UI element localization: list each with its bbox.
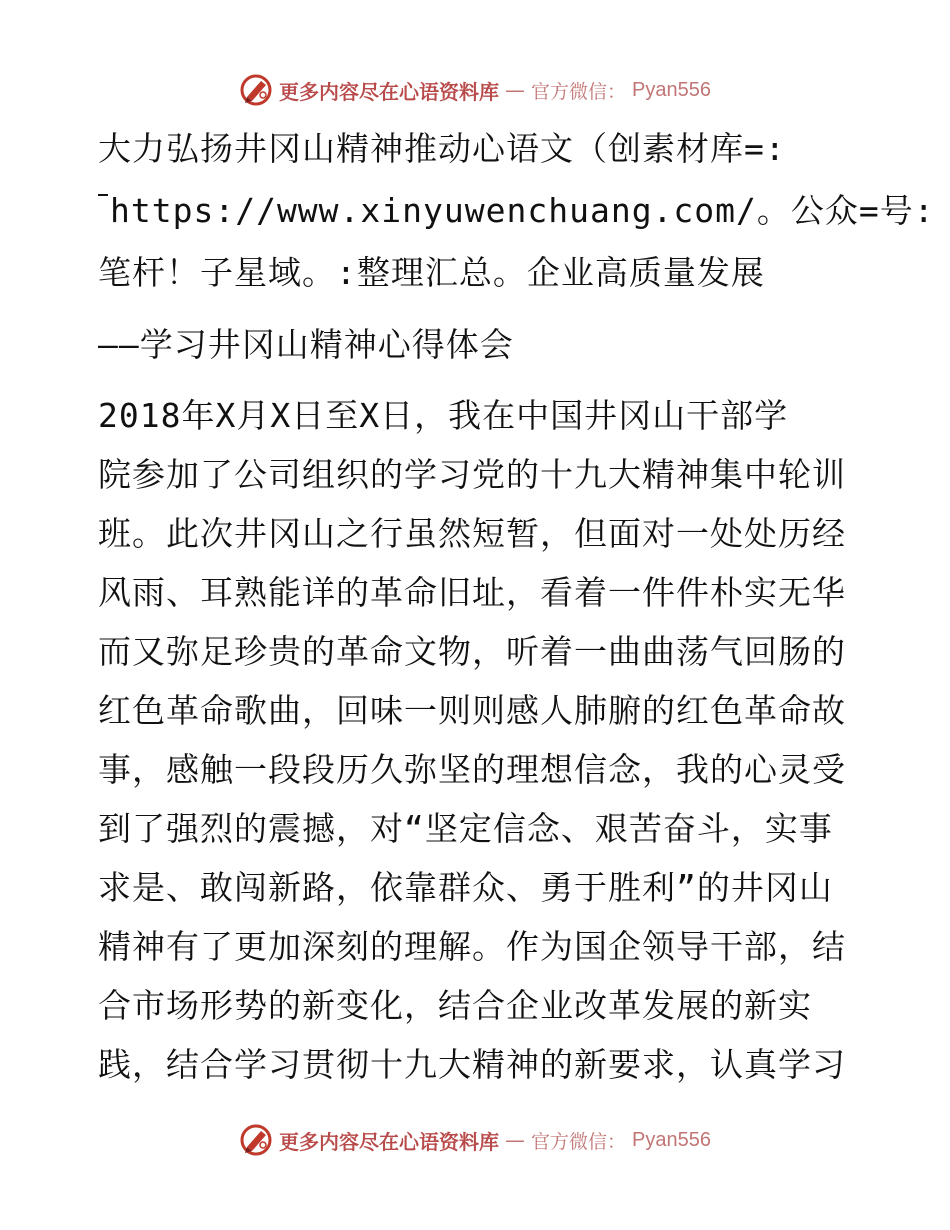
body-line: 而又弥足珍贵的革命文物，听着一曲曲荡气回肠的 (98, 632, 846, 671)
body-line: 风雨、耳熟能详的革命旧址，看着一件件朴实无华 (98, 573, 846, 612)
watermark-account: Pyan556 (632, 78, 711, 101)
heading-line-3: 笔杆！子星域。:整理汇总。企业高质量发展 (98, 253, 765, 292)
body-line: 红色革命歌曲，回味一则则感人肺腑的红色革命故 (98, 691, 846, 730)
body-line: 院参加了公司组织的学习党的十九大精神集中轮训 (98, 455, 846, 494)
body-line: 班。此次井冈山之行虽然短暂，但面对一处处历经 (98, 514, 846, 553)
watermark-label: 官方微信： (531, 1130, 627, 1153)
heading-line-2 (98, 180, 935, 242)
stray-mark (98, 194, 108, 196)
watermark-label: 官方微信： (531, 80, 627, 103)
watermark-site-text: 更多内容尽在心语资料库 (279, 1129, 499, 1154)
document-content (98, 118, 935, 1094)
pen-logo-icon (239, 73, 273, 107)
header-watermark (0, 70, 950, 110)
body-line: 2018年X月X日至X日，我在中国井冈山干部学 (98, 396, 789, 435)
footer-watermark (0, 1120, 950, 1160)
watermark-site-text: 更多内容尽在心语资料库 (279, 79, 499, 104)
body-line: 事，感触一段段历久弥坚的理想信念，我的心灵受 (98, 750, 846, 789)
body-line: 合市场形势的新变化，结合企业改革发展的新实 (98, 986, 812, 1025)
watermark-dash: — (505, 1128, 525, 1152)
heading-line-1: 大力弘扬井冈山精神推动心语文（创素材库=: (98, 129, 786, 168)
watermark-dash: — (505, 78, 525, 102)
watermark-account: Pyan556 (632, 1128, 711, 1151)
body-line: 求是、敢闯新路，依靠群众、勇于胜利”的井冈山 (98, 868, 833, 907)
subtitle: ——学习井冈山精神心得体会 (98, 325, 514, 364)
pen-logo-icon (239, 1123, 273, 1157)
body-line: 践，结合学习贯彻十九大精神的新要求，认真学习 (98, 1045, 846, 1084)
body-line: 到了强烈的震撼，对“坚定信念、艰苦奋斗，实事 (98, 809, 833, 848)
body-line: 精神有了更加深刻的理解。作为国企领导干部，结 (98, 927, 846, 966)
heading-url-text: https://www.xinyuwenchuang.com/。公众=号: (110, 191, 935, 230)
